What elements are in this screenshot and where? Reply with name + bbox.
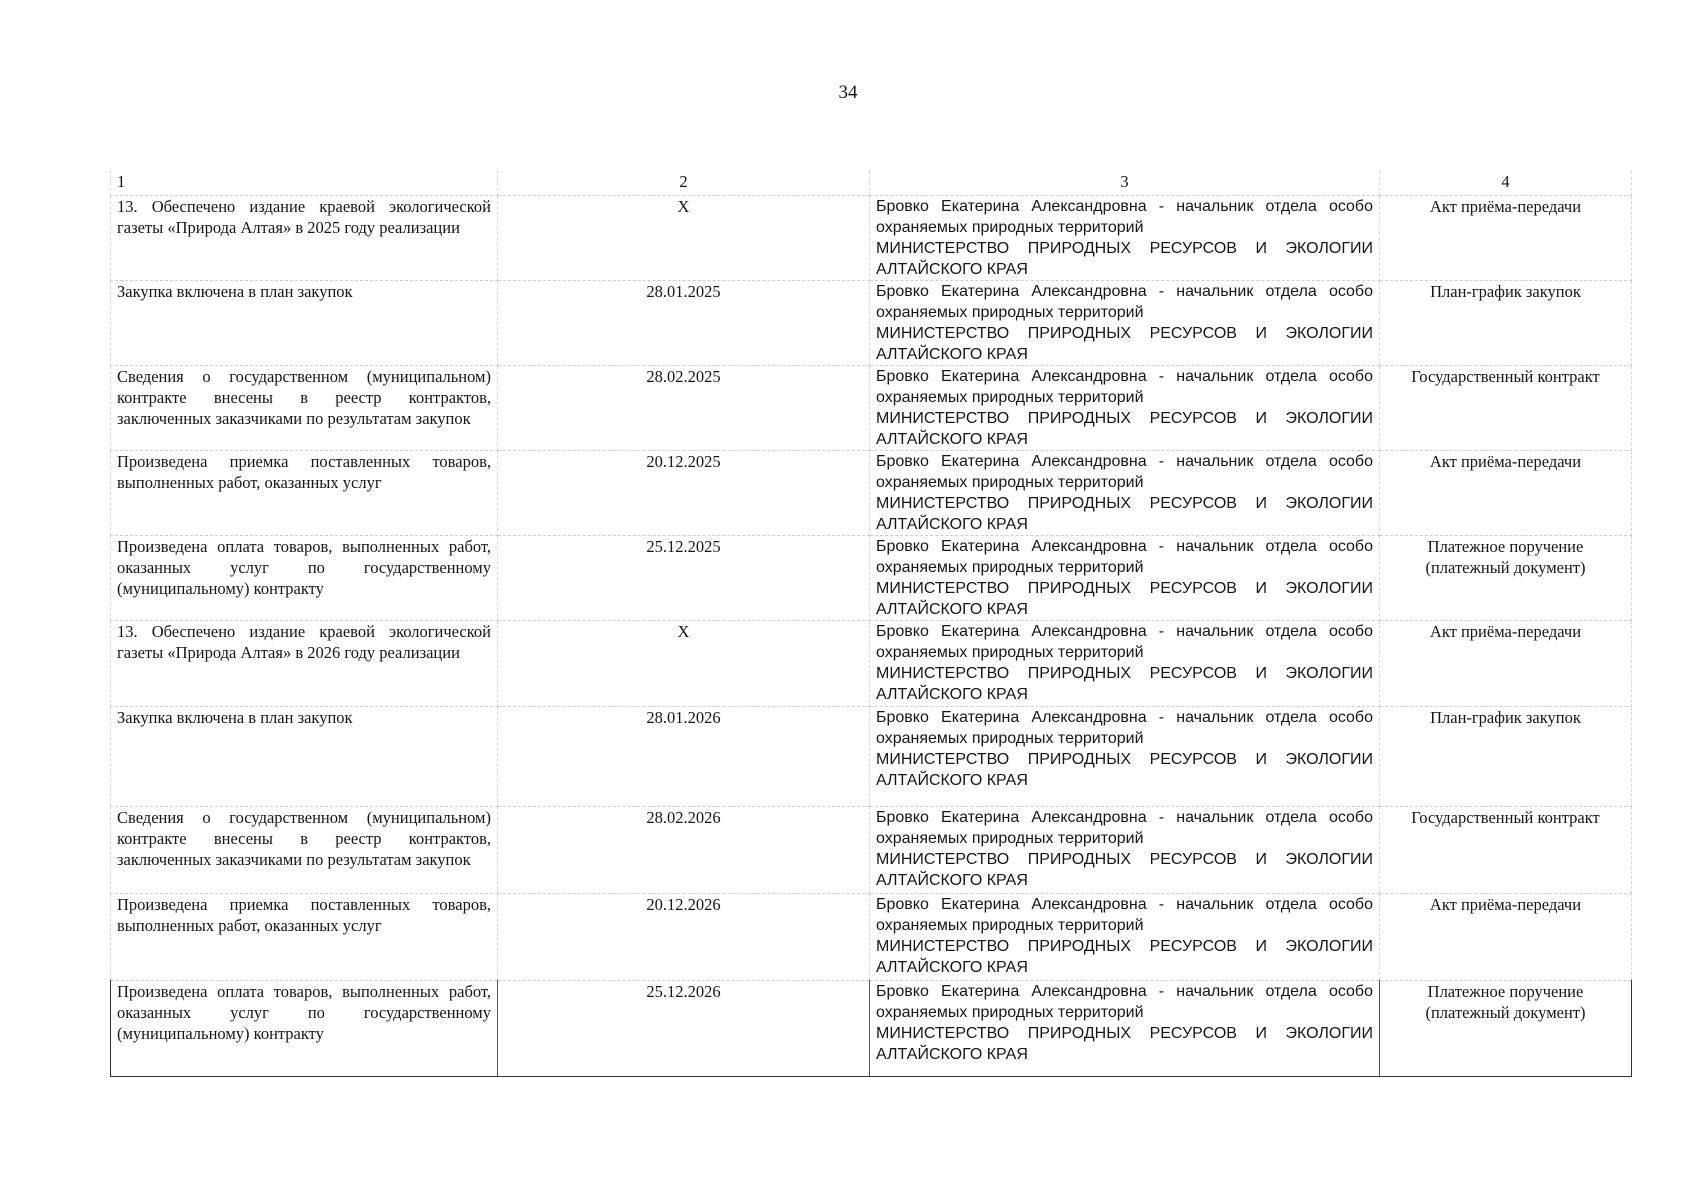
document-cell: Государственный контракт (1380, 366, 1632, 451)
date-cell: 28.01.2025 (498, 281, 870, 366)
column-number-1: 1 (111, 171, 498, 196)
date-cell: 25.12.2026 (498, 981, 870, 1077)
event-cell: Сведения о государственном (муниципальном) контракте внесены в реестр контрактов, заключенных заказчиками по результатам закупок (111, 366, 498, 451)
table-header-row (111, 171, 1632, 196)
document-cell: План-график закупок (1380, 281, 1632, 366)
document-cell: Платежное поручение (платежный документ) (1380, 981, 1632, 1077)
table-row (111, 366, 1632, 451)
document-cell: Государственный контракт (1380, 807, 1632, 894)
responsible-person: Бровко Екатерина Александровна - начальник отдела особо охраняемых природных территорий (876, 198, 1373, 236)
responsible-person: Бровко Екатерина Александровна - начальник отдела особо охраняемых природных территорий (876, 538, 1373, 576)
event-cell: Произведена оплата товаров, выполненных работ, оказанных услуг по государственному (муниципальному) контракту (111, 536, 498, 621)
event-cell: 13. Обеспечено издание краевой экологической газеты «Природа Алтая» в 2026 году реализации (111, 621, 498, 707)
responsible-ministry: МИНИСТЕРСТВО ПРИРОДНЫХ РЕСУРСОВ И ЭКОЛОГИИ АЛТАЙСКОГО КРАЯ (876, 665, 1373, 703)
responsible-person: Бровко Екатерина Александровна - начальник отдела особо охраняемых природных территорий (876, 368, 1373, 406)
responsible-cell (870, 894, 1380, 981)
responsible-ministry: МИНИСТЕРСТВО ПРИРОДНЫХ РЕСУРСОВ И ЭКОЛОГИИ АЛТАЙСКОГО КРАЯ (876, 580, 1373, 618)
event-cell: Закупка включена в план закупок (111, 281, 498, 366)
responsible-cell (870, 981, 1380, 1077)
table-row (111, 894, 1632, 981)
date-cell: 28.02.2025 (498, 366, 870, 451)
date-cell: 20.12.2025 (498, 451, 870, 536)
responsible-cell (870, 536, 1380, 621)
responsible-cell (870, 621, 1380, 707)
event-cell: Произведена приемка поставленных товаров, выполненных работ, оказанных услуг (111, 451, 498, 536)
table-row (111, 451, 1632, 536)
responsible-person: Бровко Екатерина Александровна - начальник отдела особо охраняемых природных территорий (876, 809, 1373, 847)
column-number-2: 2 (498, 171, 870, 196)
responsible-ministry: МИНИСТЕРСТВО ПРИРОДНЫХ РЕСУРСОВ И ЭКОЛОГИИ АЛТАЙСКОГО КРАЯ (876, 938, 1373, 976)
event-cell: Произведена приемка поставленных товаров, выполненных работ, оказанных услуг (111, 894, 498, 981)
responsible-ministry: МИНИСТЕРСТВО ПРИРОДНЫХ РЕСУРСОВ И ЭКОЛОГИИ АЛТАЙСКОГО КРАЯ (876, 410, 1373, 448)
table-row (111, 536, 1632, 621)
responsible-cell (870, 281, 1380, 366)
responsible-cell (870, 366, 1380, 451)
responsible-cell (870, 196, 1380, 281)
table-row (111, 281, 1632, 366)
table-row (111, 981, 1632, 1077)
event-cell: 13. Обеспечено издание краевой экологической газеты «Природа Алтая» в 2025 году реализации (111, 196, 498, 281)
document-cell: План-график закупок (1380, 707, 1632, 807)
date-cell: X (498, 621, 870, 707)
responsible-ministry: МИНИСТЕРСТВО ПРИРОДНЫХ РЕСУРСОВ И ЭКОЛОГИИ АЛТАЙСКОГО КРАЯ (876, 325, 1373, 363)
responsible-ministry: МИНИСТЕРСТВО ПРИРОДНЫХ РЕСУРСОВ И ЭКОЛОГИИ АЛТАЙСКОГО КРАЯ (876, 751, 1373, 789)
responsible-person: Бровко Екатерина Александровна - начальник отдела особо охраняемых природных территорий (876, 896, 1373, 934)
table-row (111, 196, 1632, 281)
responsible-cell (870, 707, 1380, 807)
date-cell: X (498, 196, 870, 281)
responsible-person: Бровко Екатерина Александровна - начальник отдела особо охраняемых природных территорий (876, 709, 1373, 747)
responsible-ministry: МИНИСТЕРСТВО ПРИРОДНЫХ РЕСУРСОВ И ЭКОЛОГИИ АЛТАЙСКОГО КРАЯ (876, 495, 1373, 533)
responsible-person: Бровко Екатерина Александровна - начальник отдела особо охраняемых природных территорий (876, 623, 1373, 661)
date-cell: 28.02.2026 (498, 807, 870, 894)
responsible-person: Бровко Екатерина Александровна - начальник отдела особо охраняемых природных территорий (876, 283, 1373, 321)
responsible-ministry: МИНИСТЕРСТВО ПРИРОДНЫХ РЕСУРСОВ И ЭКОЛОГИИ АЛТАЙСКОГО КРАЯ (876, 851, 1373, 889)
document-cell: Акт приёма-передачи (1380, 621, 1632, 707)
column-number-3: 3 (870, 171, 1380, 196)
table-row (111, 807, 1632, 894)
responsible-person: Бровко Екатерина Александровна - начальник отдела особо охраняемых природных территорий (876, 453, 1373, 491)
responsible-ministry: МИНИСТЕРСТВО ПРИРОДНЫХ РЕСУРСОВ И ЭКОЛОГИИ АЛТАЙСКОГО КРАЯ (876, 240, 1373, 278)
document-cell: Акт приёма-передачи (1380, 451, 1632, 536)
date-cell: 25.12.2025 (498, 536, 870, 621)
date-cell: 20.12.2026 (498, 894, 870, 981)
document-cell: Платежное поручение (платежный документ) (1380, 536, 1632, 621)
responsible-person: Бровко Екатерина Александровна - начальник отдела особо охраняемых природных территорий (876, 983, 1373, 1021)
responsible-cell (870, 807, 1380, 894)
plan-table-container (110, 171, 1631, 1077)
date-cell: 28.01.2026 (498, 707, 870, 807)
document-cell: Акт приёма-передачи (1380, 196, 1632, 281)
document-cell: Акт приёма-передачи (1380, 894, 1632, 981)
event-cell: Произведена оплата товаров, выполненных работ, оказанных услуг по государственному (муниципальному) контракту (111, 981, 498, 1077)
page-number: 34 (838, 82, 858, 103)
plan-table (110, 171, 1632, 1077)
table-row (111, 621, 1632, 707)
column-number-4: 4 (1380, 171, 1632, 196)
event-cell: Сведения о государственном (муниципальном) контракте внесены в реестр контрактов, заключенных заказчиками по результатам закупок (111, 807, 498, 894)
table-row (111, 707, 1632, 807)
event-cell: Закупка включена в план закупок (111, 707, 498, 807)
responsible-cell (870, 451, 1380, 536)
responsible-ministry: МИНИСТЕРСТВО ПРИРОДНЫХ РЕСУРСОВ И ЭКОЛОГИИ АЛТАЙСКОГО КРАЯ (876, 1025, 1373, 1063)
